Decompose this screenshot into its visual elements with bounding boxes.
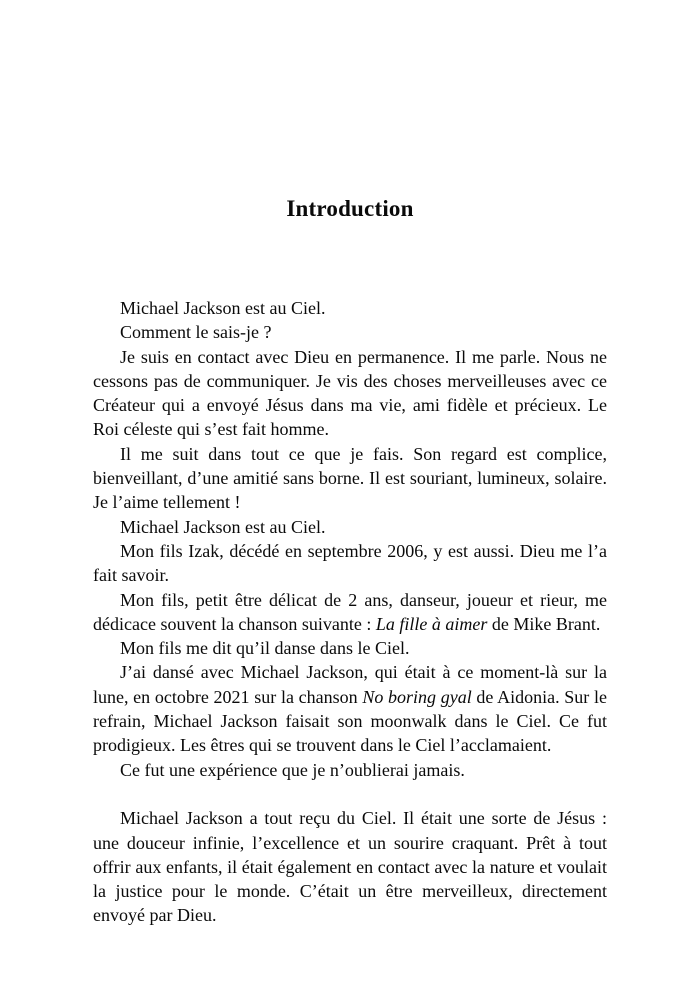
text-segment: de Aidonia. Sur le refrain, Michael Jackson faisait son moonwalk dans le Ciel. Ce fut prodigieux. Les êtres qui se trouvent dans le Ciel l’acclamaient.	[93, 686, 607, 756]
page-title: Introduction	[286, 196, 414, 221]
paragraph	[93, 345, 607, 442]
paragraph	[93, 442, 607, 515]
text-segment: Mon fils me dit qu’il danse dans le Ciel.	[120, 638, 410, 659]
page-body	[93, 296, 607, 928]
paragraph	[93, 660, 607, 757]
paragraph	[93, 296, 607, 320]
text-segment: Mon fils, petit être délicat de 2 ans, danseur, joueur et rieur, me dédicace souvent la chanson suivante :	[93, 589, 607, 634]
paragraph	[93, 515, 607, 539]
paragraph	[93, 588, 607, 637]
paragraph	[93, 758, 607, 782]
text-segment: Comment le sais-je ?	[120, 322, 272, 343]
text-segment: de Mike Brant.	[487, 613, 601, 634]
text-segment: Je suis en contact avec Dieu en permanence. Il me parle. Nous ne cessons pas de communiquer. Je vis des choses merveilleuses avec ce Créateur qui a envoyé Jésus dans ma vie, ami fidèle et précieux. Le Roi céleste qui s’est fait homme.	[93, 346, 607, 440]
text-segment: Michael Jackson est au Ciel.	[120, 298, 326, 318]
song-title: La fille à aimer	[375, 613, 488, 634]
song-title: No boring gyal	[362, 686, 472, 707]
text-segment: Ce fut une expérience que je n’oublierai jamais.	[120, 759, 465, 780]
text-segment: Michael Jackson a tout reçu du Ciel. Il était une sorte de Jésus : une douceur infinie, l’excellence et un sourire craquant. Prêt à tout offrir aux enfants, il était également en contact avec la nature et voulait la justice pour le monde. C’était un être merveilleux, directement envoyé par Dieu.	[93, 808, 607, 926]
text-segment: Mon fils Izak, décédé en septembre 2006, y est aussi. Dieu me l’a fait savoir.	[93, 540, 607, 586]
text-segment: Michael Jackson est au Ciel.	[120, 516, 326, 537]
paragraph	[93, 320, 607, 344]
text-segment: J’ai dansé avec Michael Jackson, qui était à ce moment-là sur la lune, en octobre 2021 sur la chanson	[93, 662, 607, 707]
text-segment: Il me suit dans tout ce que je fais. Son regard est complice, bienveillant, d’une amitié sans borne. Il est souriant, lumineux, solaire. Je l’aime tellement !	[93, 443, 607, 513]
paragraph	[93, 806, 607, 927]
paragraph	[93, 539, 607, 588]
paragraph	[93, 636, 607, 660]
